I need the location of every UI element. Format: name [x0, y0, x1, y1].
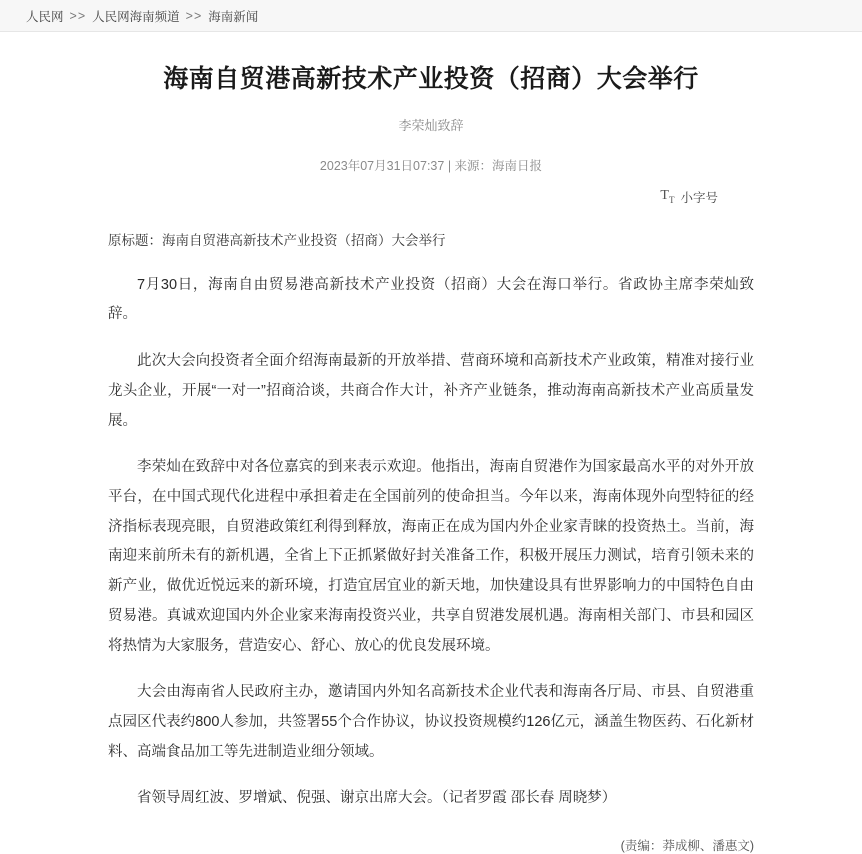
- original-title: [108, 228, 754, 254]
- article-subtitle: 李荣灿致辞: [398, 118, 464, 133]
- article-source: 来源：海南日报: [454, 159, 543, 173]
- article-paragraph: 此次大会向投资者全面介绍海南最新的开放举措、营商环境和高新技术产业政策，精准对接行业龙头企业，开展“一对一”招商洽谈，共商合作大计，补齐产业链条，推动海南高新技术产业高质量发展。: [108, 353, 754, 429]
- original-title-text: 海南自贸港高新技术产业投资（招商）大会举行: [162, 233, 446, 248]
- breadcrumb-item-0[interactable]: 人民网: [26, 9, 64, 24]
- article-meta: [108, 156, 754, 174]
- breadcrumb-separator: >>: [185, 8, 203, 23]
- breadcrumb-separator: >>: [69, 8, 87, 23]
- breadcrumb-item-1[interactable]: 人民网海南频道: [92, 9, 180, 24]
- article-paragraph: 李荣灿在致辞中对各位嘉宾的到来表示欢迎。他指出，海南自贸港作为国家最高水平的对外开放平台，在中国式现代化进程中承担着走在全国前列的使命担当。今年以来，海南体现外向型特征的经济指标表现亮眼，自贸港政策红利得到释放，海南正在成为国内外企业家青睐的投资热土。当前，海南迎来前所未有的新机遇，全省上下正抓紧做好封关准备工作，积极开展压力测试，培育引领未来的新产业，做优近悦远来的新环境，打造宜居宜业的新天地，加快建设具有世界影响力的中国特色自由贸易港。真诚欢迎国内外企业家来海南投资兴业，共享自贸港发展机遇。海南相关部门、市县和园区将热情为大家服务，营造安心、舒心、放心的优良发展环境。: [108, 459, 754, 654]
- font-size-label[interactable]: 小字号: [680, 191, 718, 205]
- article-paragraph: 省领导周红波、罗增斌、倪强、谢京出席大会。（记者罗霞 邵长春 周晓梦）: [137, 790, 617, 807]
- breadcrumb-item-2[interactable]: 海南新闻: [208, 9, 259, 24]
- editor-credit: (责编：莽成柳、潘惠文): [620, 839, 754, 854]
- breadcrumb: [0, 0, 862, 32]
- article-paragraph: 7月30日，海南自由贸易港高新技术产业投资（招商）大会在海口举行。省政协主席李荣灿致辞。: [108, 276, 754, 323]
- font-size-icon: $T_T$: [660, 188, 675, 205]
- font-size-control[interactable]: [108, 188, 718, 206]
- article-paragraph: 大会由海南省人民政府主办，邀请国内外知名高新技术企业代表和海南各厅局、市县、自贸港重点园区代表约800人参加，共签署55个合作协议，协议投资规模约126亿元，涵盖生物医药、石化新材料、高端食品加工等先进制造业细分领域。: [108, 684, 754, 760]
- article-container: [0, 62, 862, 854]
- meta-divider: |: [447, 159, 452, 173]
- publish-date: 2023年07月31日07:37: [319, 159, 445, 173]
- original-title-label: 原标题：: [108, 233, 162, 248]
- page-title: 海南自贸港高新技术产业投资（招商）大会举行: [163, 65, 699, 93]
